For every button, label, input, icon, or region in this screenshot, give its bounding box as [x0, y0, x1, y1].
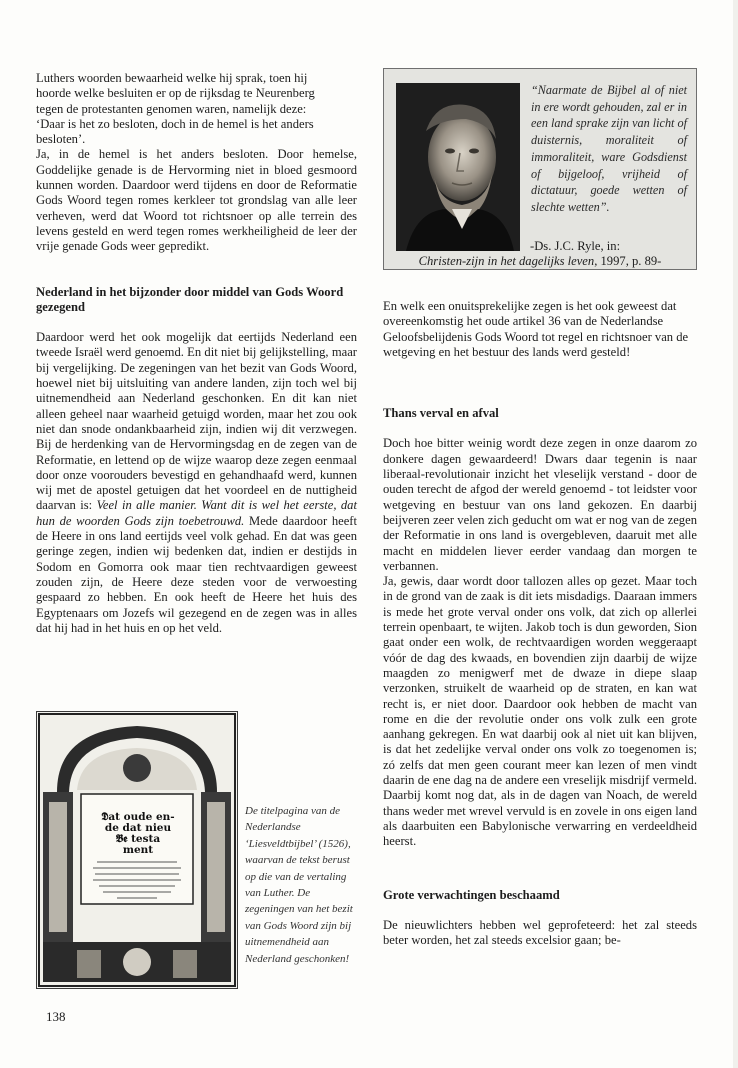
quote-source: -Ds. J.C. Ryle, in: [530, 239, 621, 253]
book-year-page: , 1997, p. 89- [594, 254, 662, 268]
body-paragraph: Doch hoe bitter weinig wordt deze zegen in onze daarom zo donkere dagen gewaardeerd! Dwars daar tegenin is naar liberaal-revolutionair inzicht het vleselijk verstand - door de ouden terecht de afgod der wereld genoemd - tot leidster voor wetgeving en bestuur van ons land gekozen. En daarbij beijveren zeer velen zich geducht om wat er nog van de zegen der Reformatie in ons land is overgebleven, daaruit met alle macht en middelen liever eerder vandaag dan morgen te verbannen. [383, 436, 697, 573]
intro-line: Luthers woorden bewaarheid welke hij sprak, toen hij [36, 71, 308, 85]
portrait-icon [396, 83, 520, 251]
woodcut-title-line: de dat nieu [104, 822, 172, 834]
intro-paragraph [36, 71, 357, 147]
quote-box [383, 68, 697, 270]
body-paragraph [36, 330, 357, 636]
image-caption: De titelpagina van de Nederlandse ‘Liesveldtbijbel’ (1526), waarvan de tekst berust op die van de vertaling van Luther. De zegeningen van het bezit van Gods Woord zijn bij uitnemendheid aan Nederland geschonken! [245, 805, 353, 965]
body-paragraph: De nieuwlichters hebben wel geprofeteerd: het zal steeds beter worden, het zal steeds excelsior gaan; be- [383, 917, 697, 948]
woodcut-title [101, 812, 175, 856]
intro-line: ‘Daar is het zo besloten, doch in de hemel is het anders [36, 116, 314, 131]
woodcut-title-line: ment [122, 844, 154, 856]
woodcut-title-line: 𝕯at oude en- [101, 811, 175, 823]
body-text: Mede daardoor heeft de Heere in ons land eertijds veel volk gehad. En dat was geen geringe zegen, indien wij bedenken dat, indien er destijds in Sodom en Gomorra ook maar tien rechtvaardigen geweest zouden zijn, de Heere deze steden voor de verwoesting gespaard zo hebben. En ook heeft de Heere het huis des Egyptenaars om Jozefs wil gezegend en de zegen was in alles dat hij had in het huis en op het veld. [36, 513, 358, 635]
section-heading: Nederland in het bijzonder door middel van Gods Woord gezegend [36, 284, 344, 314]
intro-line: hoorde welke besluiten er op de rijksdag te Neurenberg [36, 86, 315, 101]
quote-reference [384, 254, 696, 269]
title-page-woodcut [36, 711, 238, 989]
section-heading: Thans verval en afval [383, 406, 499, 421]
quote-text: “Naarmate de Bijbel al of niet in ere wordt gehouden, zal er in een land sprake zijn van licht of duisternis, moraliteit of immoraliteit, ware Godsdienst of bijgeloof, vrijheid of dictatuur, goede wetten of slechte wetten”. [531, 83, 687, 214]
left-column [36, 71, 357, 636]
body-text: Daardoor werd het ook mogelijk dat eertijds Nederland een tweede Israël werd genoemd. En dit niet bij gelijkstelling, maar bij vergelijking. De zegeningen van het bezit van Gods Woord, hoewel niet bij uitsluiting van andere landen, zijn toch wel bij uitnemendheid aan Nederland geschonken. En dit kan niet alleen geheel naar waarheid getuigd worden, maar het zou ook niet dan snode ondankbaarheid zijn, indien wij dit verzwegen. Bij de herdenking van de Hervormingsdag en de zegen van de Reformatie, en lettend op de wijze waarop deze zegen eenmaal door onze voorouders bevestigd en gehandhaafd werd, kunnen wij met de apostel getuigen dat het voordeel en de nuttigheid daarvan is: [36, 330, 357, 513]
intro-line: tegen de protestanten genomen waren, namelijk deze: [36, 101, 307, 116]
scripture-quote: Veel in alle manier. Want dit is wel het eerste, dat hun de woorden Gods zijn toebetrouwd. [36, 498, 357, 528]
book-title: Christen-zijn in het dagelijks leven [418, 254, 595, 268]
section-heading: Grote verwachtingen beschaamd [383, 887, 560, 902]
intro-line: besloten’. [36, 132, 86, 147]
page-number: 138 [46, 1009, 66, 1024]
woodcut-title-line: 𝕭𝖊 testa [115, 833, 161, 845]
portrait-photo [396, 83, 520, 251]
body-paragraph: En welk een onuitsprekelijke zegen is het ook geweest dat overeenkomstig het oude artikel 36 van de Nederlandse Geloofsbelijdenis Gods Woord tot regel en richtsnoer van de wetgeving en het bestuur des lands werd gesteld! [383, 299, 689, 359]
intro-paragraph-2: Ja, in de hemel is het anders besloten. Door hemelse, Goddelijke genade is de Hervorming niet in bloed gesmoord kunnen worden. Daardoor werd tijdens en door de Reformatie Gods Woord tegen romes kerkleer tot grondslag van alle leer verheven, werd dat Woord tot richtsnoer op alle terrein des levens gesteld en werd tegen romes werkheiligheid de leer der vrije genade Gods weer gepredikt. [36, 147, 357, 254]
right-column [383, 299, 697, 948]
page-edge [733, 0, 738, 1068]
body-paragraph: Ja, gewis, daar wordt door tallozen alles op gezet. Maar toch in de grond van de zaak is dit iets misdadigs. Daaraan immers is mede het grote verval onder ons volk, dat zich op allerlei terrein openbaart, te wijten. Jakob toch is dun geworden, Sion gaat onder een wolk, de rechtvaardigen worden weggeraapt vóór de dag des kwaads, en bovendien zijn daarbij de wijze maagden zo menigwerf met de dwaze in diepe slaap verzonken, struikelt de waarheid op de straten, en kan wat recht is, er niet door. Daardoor ook hebben de macht van rome en die der revolutie onder ons volk zulk een grote aanhang gekregen. En wat daarbij ook al niet uit kan blijven, is dat het zedelijke verval onder ons volk zo toegenomen is; zó zelfs dat men geen courant meer kan lezen of men vindt daarin de ene dag na de andere een vreselijk misdrijf vermeld. Daarbij komt nog dat, als in de dagen van Noach, de wereld thans weder met wrevel vervuld is en zovele in ons eigen land als daarbuiten een Babylonische verwarring en verdeeldheid heerst. [383, 574, 697, 849]
